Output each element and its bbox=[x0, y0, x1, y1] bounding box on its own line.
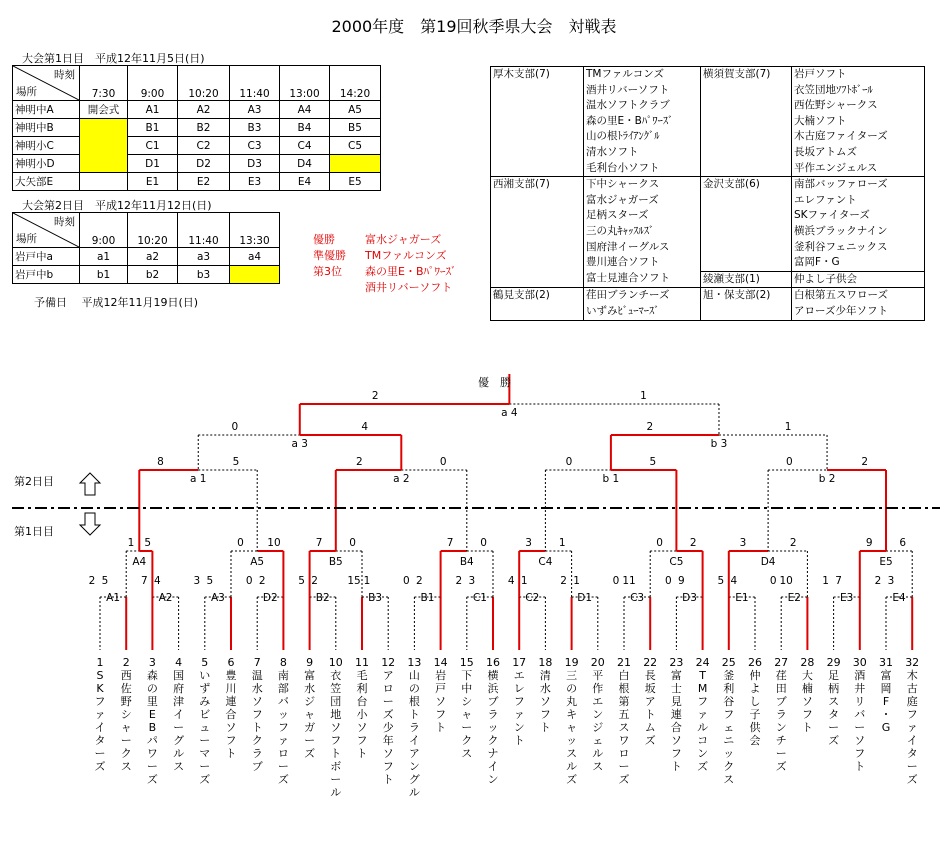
day1-match-cell: 開会式 bbox=[80, 101, 128, 119]
match-label: C3 bbox=[630, 592, 645, 604]
team-name: 釜​利​谷​フ​ェ​ニ​ッ​ク​ス bbox=[723, 669, 735, 786]
day1-heading: 大会第1日目 平成12年11月5日(日) bbox=[22, 52, 205, 65]
branch-team-name: 温水ソフトクラブ bbox=[586, 99, 670, 112]
score-label: 7 bbox=[141, 575, 148, 587]
branch-team-name: エレファント bbox=[794, 193, 857, 206]
team-number: 32 bbox=[905, 656, 920, 669]
day2-place-cell: 岩戸中b bbox=[13, 266, 80, 284]
score-label: 2 bbox=[455, 575, 463, 587]
branch-team-name: 南部バッファローズ bbox=[794, 178, 888, 191]
day1-match-cell: E5 bbox=[330, 173, 381, 191]
day2-place-cell: 岩戸中a bbox=[13, 248, 80, 266]
team-name: 山​の​根​ト​ラ​イ​ア​ン​グ​ル bbox=[408, 669, 420, 799]
day1-match-cell: A5 bbox=[330, 101, 381, 119]
team-name: T​M​フ​ァ​ル​コ​ン​ズ bbox=[697, 669, 709, 773]
branch-team-name: 西佐野シャークス bbox=[794, 99, 878, 112]
team-name: 国​府​津​イ​ー​グ​ル​ス bbox=[173, 669, 185, 773]
branch-team-name: 釜利谷フェニックス bbox=[794, 240, 888, 253]
result-team: 森の里E・Bﾊﾟﾜｰｽﾞ bbox=[365, 265, 457, 278]
bracket-team bbox=[591, 656, 605, 773]
team-number: 6 bbox=[227, 656, 235, 669]
day2-time-header: 13:30 bbox=[230, 213, 280, 248]
score-label: 5 bbox=[232, 456, 240, 468]
branch-team-name: SKファイターズ bbox=[794, 209, 870, 222]
team-name: 温​水​ソ​フ​ト​ク​ラ​ブ bbox=[251, 669, 263, 773]
branch-team-name: 衣笠団地ｿﾌﾄﾎﾞｰﾙ bbox=[794, 83, 873, 96]
branch-team-name: 白根第五スワローズ bbox=[794, 289, 888, 302]
day1-match-cell: D1 bbox=[128, 155, 178, 173]
score-label: 5 bbox=[649, 456, 657, 468]
day2-label: 第2日目 bbox=[14, 475, 54, 488]
match-label: b 1 bbox=[602, 473, 620, 485]
day1-place-cell: 神明小C bbox=[13, 137, 80, 155]
bracket-team bbox=[538, 656, 552, 734]
team-number: 18 bbox=[538, 656, 553, 669]
bracket-team bbox=[669, 656, 683, 773]
day1-match-cell: D4 bbox=[280, 155, 330, 173]
score-label: 10 bbox=[267, 537, 281, 549]
team-number: 10 bbox=[328, 656, 343, 669]
match-label: a 2 bbox=[393, 473, 410, 485]
branch-team-name: 長坂アトムズ bbox=[794, 145, 857, 158]
day2-match-cell: b2 bbox=[128, 266, 178, 284]
team-number: 14 bbox=[433, 656, 448, 669]
score-label: 0 bbox=[769, 575, 777, 587]
team-name: S​K​フ​ァ​イ​タ​ー​ズ bbox=[94, 669, 106, 773]
result-team: TMファルコンズ bbox=[365, 249, 447, 262]
score-label: 2 bbox=[874, 575, 882, 587]
score-label: 3 bbox=[468, 575, 476, 587]
branch-team-name: 平作エンジェルス bbox=[794, 161, 878, 174]
bracket-team bbox=[276, 656, 290, 786]
score-label: 0 bbox=[245, 575, 253, 587]
team-number: 16 bbox=[486, 656, 500, 669]
score-label: 2 bbox=[861, 456, 869, 468]
score-label: 3 bbox=[193, 575, 201, 587]
team-name: 横​浜​ブ​ラ​ッ​ク​ナ​イ​ン bbox=[487, 669, 499, 786]
bracket-team bbox=[774, 656, 788, 773]
score-label: 2 bbox=[689, 537, 697, 549]
score-label: 0 bbox=[612, 575, 620, 587]
day1-time-header: 10:20 bbox=[178, 66, 230, 101]
team-name: 衣​笠​団​地​ソ​フ​ト​ボ​ー​ル bbox=[330, 669, 342, 799]
team-number: 25 bbox=[721, 656, 736, 669]
result-rank: 第3位 bbox=[313, 265, 342, 278]
match-label: E2 bbox=[787, 592, 801, 604]
bracket-team bbox=[722, 656, 736, 786]
day1-match-cell: E1 bbox=[128, 173, 178, 191]
day1-time-label: 時刻 bbox=[54, 69, 75, 81]
day2-time-header: 11:40 bbox=[178, 213, 230, 248]
match-label: D1 bbox=[577, 592, 593, 604]
match-label: B3 bbox=[368, 592, 383, 604]
branch-team-name: いずみﾋﾞｭｰﾏｰｽﾞ bbox=[586, 304, 660, 317]
team-number: 15 bbox=[459, 656, 474, 669]
day1-time-header: 11:40 bbox=[230, 66, 280, 101]
bracket-team bbox=[198, 656, 212, 786]
team-name: 富​岡​F​・​G bbox=[880, 669, 892, 734]
day1-match-cell: B2 bbox=[178, 119, 230, 137]
score-label: 2 bbox=[371, 390, 379, 402]
team-number: 8 bbox=[279, 656, 287, 669]
day1-match-cell: C2 bbox=[178, 137, 230, 155]
bracket-team bbox=[486, 656, 500, 786]
bracket-team bbox=[224, 656, 238, 760]
branch-team-name: 下中シャークス bbox=[586, 178, 660, 191]
day1-place-cell: 神明中A bbox=[13, 101, 80, 119]
bracket-team bbox=[172, 656, 186, 773]
bracket-team bbox=[250, 656, 264, 773]
day2-match-cell: a4 bbox=[230, 248, 280, 266]
day1-match-cell: A3 bbox=[230, 101, 280, 119]
day1-match-cell: E3 bbox=[230, 173, 280, 191]
bracket-team bbox=[905, 656, 919, 786]
bracket-team bbox=[381, 656, 395, 786]
day1-match-cell: A2 bbox=[178, 101, 230, 119]
team-name: 下​中​シ​ャ​ー​ク​ス bbox=[461, 669, 473, 760]
team-number: 12 bbox=[381, 656, 396, 669]
day1-match-cell: A4 bbox=[280, 101, 330, 119]
team-name: 富​士​見​連​合​ソ​フ​ト bbox=[670, 669, 682, 773]
branch-team-name: アローズ少年ソフト bbox=[794, 304, 888, 317]
score-label: 10 bbox=[779, 575, 793, 587]
bracket-team bbox=[827, 656, 841, 747]
branch-name: 綾瀬支部(1) bbox=[701, 271, 792, 288]
team-number: 4 bbox=[175, 656, 183, 669]
branch-team-name: 清水ソフト bbox=[586, 145, 639, 158]
branch-team-name: 森の里E・Bﾊﾟﾜｰｽﾞ bbox=[586, 114, 674, 127]
team-number: 5 bbox=[201, 656, 209, 669]
team-number: 19 bbox=[564, 656, 579, 669]
bracket-team bbox=[696, 656, 710, 773]
bracket-team bbox=[512, 656, 526, 747]
score-label: 2 bbox=[416, 575, 423, 587]
team-name: 酒​井​リ​バ​ー​ソ​フ​ト bbox=[854, 669, 866, 773]
score-label: 3 bbox=[887, 575, 895, 587]
day1-match-cell: B1 bbox=[128, 119, 178, 137]
team-number: 1 bbox=[96, 656, 104, 669]
score-label: 6 bbox=[899, 537, 907, 549]
score-label: 5 bbox=[206, 575, 214, 587]
score-label: 0 bbox=[237, 537, 244, 549]
day2-heading: 大会第2日目 平成12年11月12日(日) bbox=[22, 199, 212, 212]
bracket-team bbox=[643, 656, 657, 747]
team-name: 富​水​ジ​ャ​ガ​ー​ズ bbox=[304, 669, 316, 760]
match-label: D4 bbox=[760, 556, 776, 568]
score-label: 7 bbox=[446, 537, 454, 549]
match-label: a 1 bbox=[190, 473, 207, 485]
team-number: 23 bbox=[669, 656, 684, 669]
score-label: 0 bbox=[665, 575, 672, 587]
team-number: 27 bbox=[774, 656, 789, 669]
match-label: C4 bbox=[538, 556, 553, 568]
day1-match-cell: D2 bbox=[178, 155, 230, 173]
match-label: C1 bbox=[472, 592, 487, 604]
score-label: 1 bbox=[558, 537, 566, 549]
branch-name: 金沢支部(6) bbox=[701, 177, 792, 272]
branch-team-name: 岩戸ソフト bbox=[794, 68, 847, 80]
branch-name: 旭・保支部(2) bbox=[701, 288, 792, 320]
branch-name: 鶴見支部(2) bbox=[491, 288, 584, 320]
branch-team-name: 富士見連合ソフト bbox=[586, 271, 670, 284]
match-label: b 2 bbox=[818, 473, 836, 485]
score-label: 2 bbox=[88, 575, 96, 587]
branch-team-name: 酒井リバーソフト bbox=[586, 83, 670, 96]
team-name: 長​坂​ア​ト​ム​ズ bbox=[644, 669, 656, 747]
match-label: A2 bbox=[158, 592, 173, 604]
score-label: 4 bbox=[361, 421, 369, 433]
result-team: 酒井リバーソフト bbox=[365, 281, 453, 294]
bracket-team bbox=[355, 656, 369, 760]
team-number: 31 bbox=[879, 656, 893, 669]
score-label: 9 bbox=[678, 575, 685, 587]
score-label: 1 bbox=[573, 575, 580, 587]
day2-match-cell: b3 bbox=[178, 266, 230, 284]
team-name: 三​の​丸​キ​ャ​ッ​ス​ル​ズ bbox=[566, 669, 578, 786]
bracket-team bbox=[329, 656, 343, 799]
score-label: 2 bbox=[258, 575, 266, 587]
score-label: 5 bbox=[717, 575, 725, 587]
team-name: 清​水​ソ​フ​ト bbox=[539, 669, 551, 734]
match-label: E1 bbox=[735, 592, 749, 604]
branch-name-text: 横須賀支部(7) bbox=[703, 68, 771, 80]
team-name: 白​根​第​五​ス​ワ​ロ​ー​ズ bbox=[618, 669, 630, 786]
score-label: 8 bbox=[157, 456, 164, 468]
team-number: 28 bbox=[800, 656, 815, 669]
score-label: 0 bbox=[480, 537, 487, 549]
day1-match-cell: E4 bbox=[280, 173, 330, 191]
day2-time-header: 9:00 bbox=[80, 213, 128, 248]
match-label: D2 bbox=[262, 592, 278, 604]
match-label: A4 bbox=[132, 556, 147, 568]
day1-match-cell: A1 bbox=[128, 101, 178, 119]
team-name: 南​部​バ​ッ​フ​ァ​ロ​ー​ズ bbox=[277, 669, 289, 786]
score-label: 0 bbox=[656, 537, 663, 549]
branch-team-name: TMファルコンズ bbox=[586, 68, 664, 80]
match-label: B2 bbox=[315, 592, 330, 604]
match-label: D3 bbox=[682, 592, 697, 604]
score-label: 1 bbox=[520, 575, 528, 587]
score-label: 0 bbox=[439, 456, 447, 468]
match-label: b 3 bbox=[710, 438, 728, 450]
branch-team-name: 大楠ソフト bbox=[794, 114, 847, 127]
bracket-team bbox=[407, 656, 421, 799]
score-label: 9 bbox=[865, 537, 873, 549]
team-number: 3 bbox=[148, 656, 156, 669]
team-number: 9 bbox=[306, 656, 314, 669]
day1-place-cell: 神明中B bbox=[13, 119, 80, 137]
day1-time-header: 14:20 bbox=[330, 66, 381, 101]
day1-match-cell: B4 bbox=[280, 119, 330, 137]
day1-place-label: 場所 bbox=[16, 86, 37, 98]
team-name: 仲​よ​し​子​供​会 bbox=[749, 669, 761, 747]
team-name: 足​柄​ス​タ​ー​ズ bbox=[828, 669, 840, 747]
score-label: 2 bbox=[311, 575, 318, 587]
result-team: 富水ジャガーズ bbox=[365, 233, 442, 246]
day1-place-cell: 神明小D bbox=[13, 155, 80, 173]
branch-team-name: 富水ジャガーズ bbox=[586, 193, 659, 206]
score-label: 15 bbox=[347, 575, 361, 587]
team-number: 24 bbox=[695, 656, 710, 669]
team-number: 22 bbox=[643, 656, 658, 669]
score-label: 1 bbox=[363, 575, 371, 587]
score-label: 1 bbox=[640, 390, 647, 402]
bracket-team bbox=[303, 656, 317, 760]
match-label: E5 bbox=[879, 556, 893, 568]
branch-team-name: 三の丸ｷｬｯｽﾙｽﾞ bbox=[586, 224, 655, 237]
score-label: 3 bbox=[739, 537, 747, 549]
arrow-up-icon bbox=[80, 473, 100, 495]
branch-team-name: 富岡F・G bbox=[794, 256, 840, 269]
team-name: 大​楠​ソ​フ​ト bbox=[801, 669, 813, 734]
team-number: 30 bbox=[852, 656, 867, 669]
branch-team-name: 足柄スターズ bbox=[586, 209, 649, 222]
branch-name: 西湘支部(7) bbox=[491, 177, 584, 288]
day1-match-cell: D3 bbox=[230, 155, 280, 173]
team-name: い​ず​み​ビ​ュ​ー​マ​ー​ズ bbox=[199, 669, 211, 786]
team-number: 20 bbox=[590, 656, 605, 669]
team-number: 7 bbox=[253, 656, 261, 669]
day1-label: 第1日目 bbox=[14, 525, 54, 538]
page-title: 2000年度 第19回秋季県大会 対戦表 bbox=[331, 17, 617, 36]
score-label: 1 bbox=[127, 537, 135, 549]
branch-team-name: 荏田ブランチーズ bbox=[586, 289, 670, 302]
team-name: ア​ロ​ー​ズ​少​年​ソ​フ​ト bbox=[382, 669, 394, 786]
team-name: エ​レ​フ​ァ​ン​ト bbox=[513, 669, 525, 747]
branch-team-name: 豊川連合ソフト bbox=[586, 256, 660, 269]
day2-match-cell: a2 bbox=[128, 248, 178, 266]
day1-match-cell: E2 bbox=[178, 173, 230, 191]
match-label: E4 bbox=[892, 592, 906, 604]
day2-match-cell: a1 bbox=[80, 248, 128, 266]
match-label: E3 bbox=[840, 592, 854, 604]
team-number: 2 bbox=[122, 656, 130, 669]
team-name: 森​の​里​E​B​パ​ワ​ー​ズ bbox=[146, 669, 158, 786]
team-name: 荏​田​ブ​ラ​ン​チ​ー​ズ bbox=[775, 669, 787, 773]
team-number: 17 bbox=[512, 656, 527, 669]
bracket-team bbox=[748, 656, 762, 747]
branch-team-name: 山の根ﾄﾗｲｱﾝｸﾞﾙ bbox=[586, 130, 660, 143]
day1-match-cell: C3 bbox=[230, 137, 280, 155]
score-label: 2 bbox=[560, 575, 567, 587]
score-label: 2 bbox=[356, 456, 363, 468]
day1-time-header: 9:00 bbox=[128, 66, 178, 101]
bracket-team bbox=[145, 656, 159, 786]
team-number: 26 bbox=[748, 656, 762, 669]
match-label: B4 bbox=[459, 556, 474, 568]
score-label: 0 bbox=[565, 456, 573, 468]
branch-team-name: 横浜ブラックナイン bbox=[794, 224, 888, 237]
branch-team-name: 国府津イーグルス bbox=[586, 240, 670, 253]
match-label: C5 bbox=[669, 556, 684, 568]
match-label: B1 bbox=[420, 592, 435, 604]
day2-time-label: 時刻 bbox=[54, 216, 75, 228]
day1-time-header: 13:00 bbox=[280, 66, 330, 101]
team-name: 岩​戸​ソ​フ​ト bbox=[435, 669, 447, 734]
score-label: 1 bbox=[784, 421, 792, 433]
day2-match-cell: b1 bbox=[80, 266, 128, 284]
match-label: a 4 bbox=[501, 407, 518, 419]
score-label: 1 bbox=[822, 575, 829, 587]
day1-match-cell: B5 bbox=[330, 119, 381, 137]
score-label: 5 bbox=[144, 537, 152, 549]
score-label: 0 bbox=[785, 456, 793, 468]
bracket-team bbox=[119, 656, 133, 773]
score-label: 11 bbox=[622, 575, 636, 587]
team-number: 11 bbox=[355, 656, 369, 669]
bracket-team bbox=[853, 656, 867, 773]
score-label: 4 bbox=[507, 575, 515, 587]
day1-place-cell: 大矢部E bbox=[13, 173, 80, 191]
match-label: B5 bbox=[328, 556, 343, 568]
score-label: 2 bbox=[646, 421, 654, 433]
day2-match-cell: a3 bbox=[178, 248, 230, 266]
day1-time-header: 7:30 bbox=[80, 66, 128, 101]
branch-team-name: 仲よし子供会 bbox=[794, 272, 857, 285]
score-label: 3 bbox=[525, 537, 532, 549]
team-name: 木​古​庭​フ​ァ​イ​タ​ー​ズ bbox=[906, 669, 918, 786]
branch-name: 厚木支部(7) bbox=[491, 67, 584, 177]
bracket-team bbox=[617, 656, 631, 786]
match-label: C2 bbox=[525, 592, 540, 604]
day2-place-label: 場所 bbox=[16, 233, 37, 245]
score-label: 0 bbox=[403, 575, 410, 587]
team-number: 21 bbox=[617, 656, 631, 669]
match-label: A5 bbox=[250, 556, 265, 568]
bracket-team bbox=[93, 656, 107, 773]
team-name: 西​佐​野​シ​ャ​ー​ク​ス bbox=[120, 669, 132, 773]
champion-label: 優 勝 bbox=[478, 376, 511, 389]
match-label: A3 bbox=[210, 592, 225, 604]
result-rank: 優勝 bbox=[313, 233, 335, 246]
team-number: 29 bbox=[826, 656, 841, 669]
match-label: A1 bbox=[106, 592, 121, 604]
result-rank: 準優勝 bbox=[313, 249, 346, 262]
day2-time-header: 10:20 bbox=[128, 213, 178, 248]
team-name: 平​作​エ​ン​ジ​ェ​ル​ス bbox=[592, 669, 604, 773]
branch-team-name: 木古庭ファイターズ bbox=[794, 130, 888, 143]
bracket-team bbox=[460, 656, 474, 760]
bracket-team bbox=[434, 656, 448, 734]
score-label: 0 bbox=[349, 537, 356, 549]
arrow-down-icon bbox=[80, 513, 100, 535]
day1-match-cell: B3 bbox=[230, 119, 280, 137]
day1-match-cell: C5 bbox=[330, 137, 381, 155]
score-label: 5 bbox=[101, 575, 109, 587]
day1-match-cell: C4 bbox=[280, 137, 330, 155]
score-label: 0 bbox=[231, 421, 239, 433]
score-label: 4 bbox=[154, 575, 161, 587]
day1-match-cell: C1 bbox=[128, 137, 178, 155]
team-name: 豊​川​連​合​ソ​フ​ト bbox=[225, 669, 237, 760]
team-number: 13 bbox=[407, 656, 422, 669]
bracket-team bbox=[565, 656, 579, 786]
branch-team-name: 毛利台小ソフト bbox=[586, 161, 660, 174]
score-label: 7 bbox=[835, 575, 842, 587]
bracket-team bbox=[800, 656, 814, 734]
score-label: 2 bbox=[789, 537, 797, 549]
score-label: 5 bbox=[298, 575, 305, 587]
bracket-team bbox=[879, 656, 893, 734]
reserve-day: 予備日 平成12年11月19日(日) bbox=[34, 296, 199, 309]
team-name: 毛​利​台​小​ソ​フ​ト bbox=[356, 669, 368, 760]
score-label: 4 bbox=[730, 575, 738, 587]
match-label: a 3 bbox=[291, 438, 308, 450]
score-label: 7 bbox=[315, 537, 323, 549]
